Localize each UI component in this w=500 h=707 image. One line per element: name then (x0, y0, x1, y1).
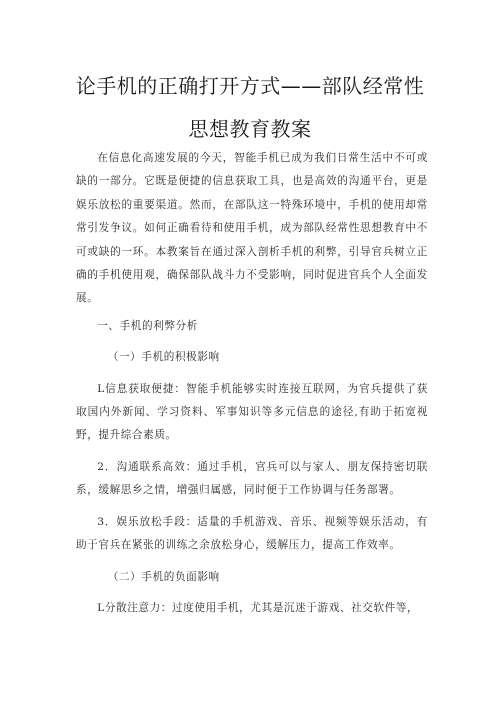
intro-paragraph: 在信息化高速发展的今天，智能手机已成为我们日常生活中不可或缺的一部分。它既是便捷的信息获取工具，也是高效的沟通平台，更是娱乐放松的重要渠道。然而，在部队这一特殊环境中，手机的使用却常常引发争议。如何正确看待和使用手机，成为部队经常性思想教育中不可或缺的一环。本教案旨在通过深入剖析手机的利弊，引导官兵树立正确的手机使用观，确保部队战斗力不受影响，同时促进官兵个人全面发展。 (76, 152, 428, 305)
section-heading-1: 一、手机的利弊分析 (97, 319, 198, 332)
document-body (76, 147, 428, 620)
list-item-info-access: L信息获取便捷：智能手机能够实时连接互联网，为官兵提供了获取国内外新闻、学习资料、军事知识等多元信息的途径,有助于拓宽视野，提升综合素质。 (76, 382, 428, 442)
list-item-entertainment: 3．娱乐放松手段：适量的手机游戏、音乐、视频等娱乐活动，有助于官兵在紧张的训练之余放松身心，缓解压力，提高工作效率。 (76, 515, 428, 552)
document-title-line-2: 思想教育教案 (188, 117, 312, 141)
subsection-heading-1: （一）手机的积极影响 (107, 351, 220, 364)
document-title-line-1: 论手机的正确打开方式——部队经常性 (75, 74, 425, 98)
list-item-communication: 2．沟通联系高效：通过手机，官兵可以与家人、朋友保持密切联系，缓解思乡之情，增强归属感，同时便于工作协调与任务部署。 (76, 460, 428, 497)
subsection-heading-2: （二）手机的负面影响 (107, 570, 220, 583)
list-item-distraction: L分散注意力：过度使用手机，尤其是沉迷于游戏、社交软件等， (97, 601, 419, 614)
